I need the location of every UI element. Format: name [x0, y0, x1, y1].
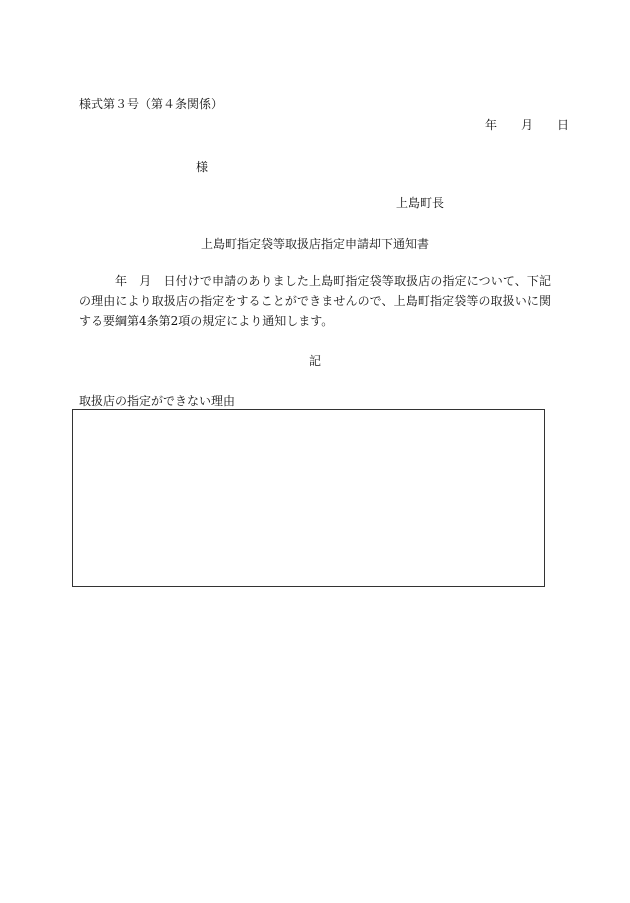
- form-number: 様式第３号（第４条関係）: [79, 97, 224, 111]
- ki-label: 記: [308, 354, 321, 368]
- body-paragraph: 年 月 日付けで申請のありました上島町指定袋等取扱店の指定について、下記の理由により取扱店の指定をすることができませんので、上島町指定袋等の取扱いに関する要綱第4条第2項の規定により通知します。: [79, 274, 551, 328]
- addressee-suffix: 様: [196, 160, 209, 174]
- reason-label: 取扱店の指定ができない理由: [79, 394, 236, 408]
- document-title: 上島町指定袋等取扱店指定申請却下通知書: [200, 237, 429, 251]
- reason-box[interactable]: [72, 409, 545, 587]
- issuer-name: 上島町長: [396, 196, 445, 210]
- date-line: 年 月 日: [485, 118, 570, 132]
